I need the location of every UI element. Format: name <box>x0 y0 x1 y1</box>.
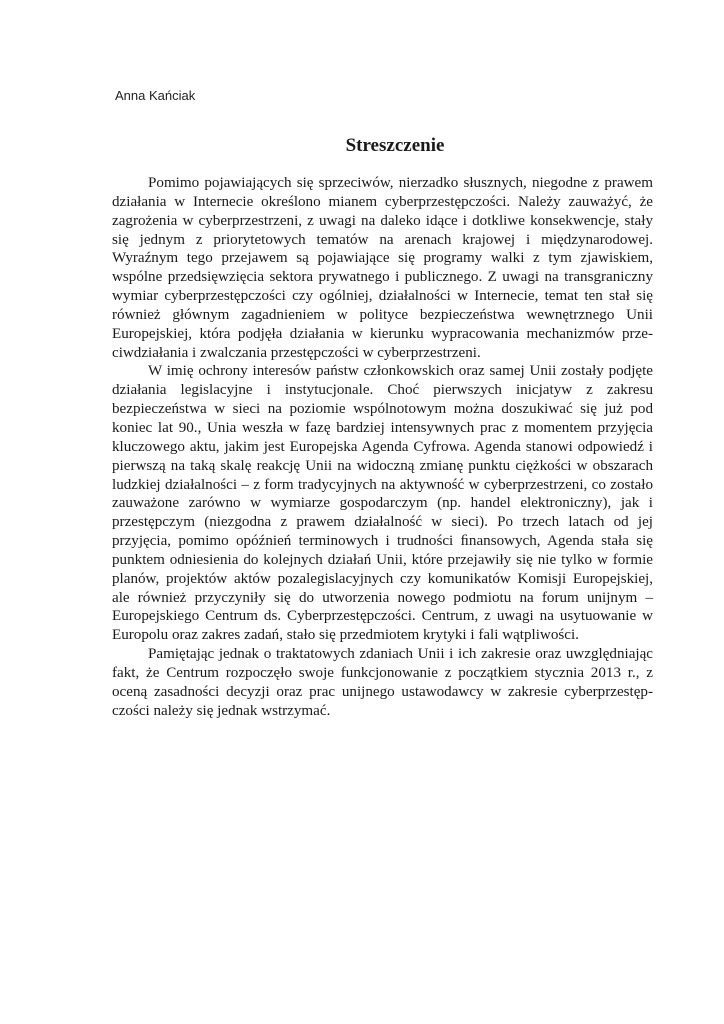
page-title: Streszczenie <box>345 135 445 156</box>
paragraph: Pamiętając jednak o traktatowych zdaniach Unii i ich zakresie oraz uwzględniając fakt, że Centrum rozpoczęło swoje funkcjonowanie z początkiem stycznia 2013 r., z oceną zasadności decyzji oraz prac unijnego ustawodawcy w zakresie cyberprzestępczości należy się jednak wstrzymać. <box>112 646 653 719</box>
paragraph: Pomimo pojawiających się sprzeciwów, nierzadko słusznych, niegodne z prawem działania w Internecie określono mianem cyberprzestępczości. Należy zauważyć, że zagrożenia w cyberprzestrzeni, z uwagi na daleko idące i dotkliwe konsekwencje, stały się jednym z priorytetowych tematów na arenach krajowej i międzynarodowej. Wyraźnym tego przejawem są pojawiające się programy walki z tym zjawiskiem, wspólne przedsięwzięcia sektora prywatnego i publicznego. Z uwagi na transgraniczny wymiar cyberprzestępczości czy ogólniej, działalności w Internecie, temat ten stał się również głównym zagadnieniem w polityce bezpieczeństwa wewnętrznego Unii Europejskiej, która podjęła działania w kierunku wypracowania mechanizmów przeciwdziałania i zwalczania przestępczości w cyberprzestrzeni. <box>112 175 653 361</box>
paragraph: W imię ochrony interesów państw członkowskich oraz samej Unii zostały podjęte działania legislacyjne i instytucjonale. Choć pierwszych inicjatyw z zakresu bezpieczeństwa w sieci na poziomie wspólnotowym można doszukiwać się już pod koniec lat 90., Unia weszła w fazę bardziej intensywnych prac z momentem przyjęcia kluczowego aktu, jakim jest Europejska Agenda Cyfrowa. Agenda stanowi odpowiedź i pierwszą na taką skalę reakcję Unii na widoczną zmianę punktu ciężkości w obszarach ludzkiej działalności – z form tradycyjnych na aktywność w cyberprzestrzeni, co zostało zauważone zarówno w wymiarze gospodarczym (np. handel elektroniczny), jak i przestępczym (niezgodna z prawem działalność w sieci). Po trzech latach od jej przyjęcia, pomimo opóźnień terminowych i trudności ﬁnansowych, Agenda stała się punktem odniesienia do kolejnych działań Unii, które przejawiły się nie tylko w formie planów, projektów aktów pozalegislacyjnych czy komunikatów Komisji Europejskiej, ale również przyczyniły się do utworzenia nowego podmiotu na forum unijnym – Europejskiego Centrum ds. Cyberprzestępczości. Centrum, z uwagi na usytuowanie w Europolu oraz zakres zadań, stało się przedmiotem krytyki i fali wątpliwości. <box>112 363 653 644</box>
abstract-body <box>112 174 653 720</box>
running-header-author: Anna Kańciak <box>115 88 196 103</box>
